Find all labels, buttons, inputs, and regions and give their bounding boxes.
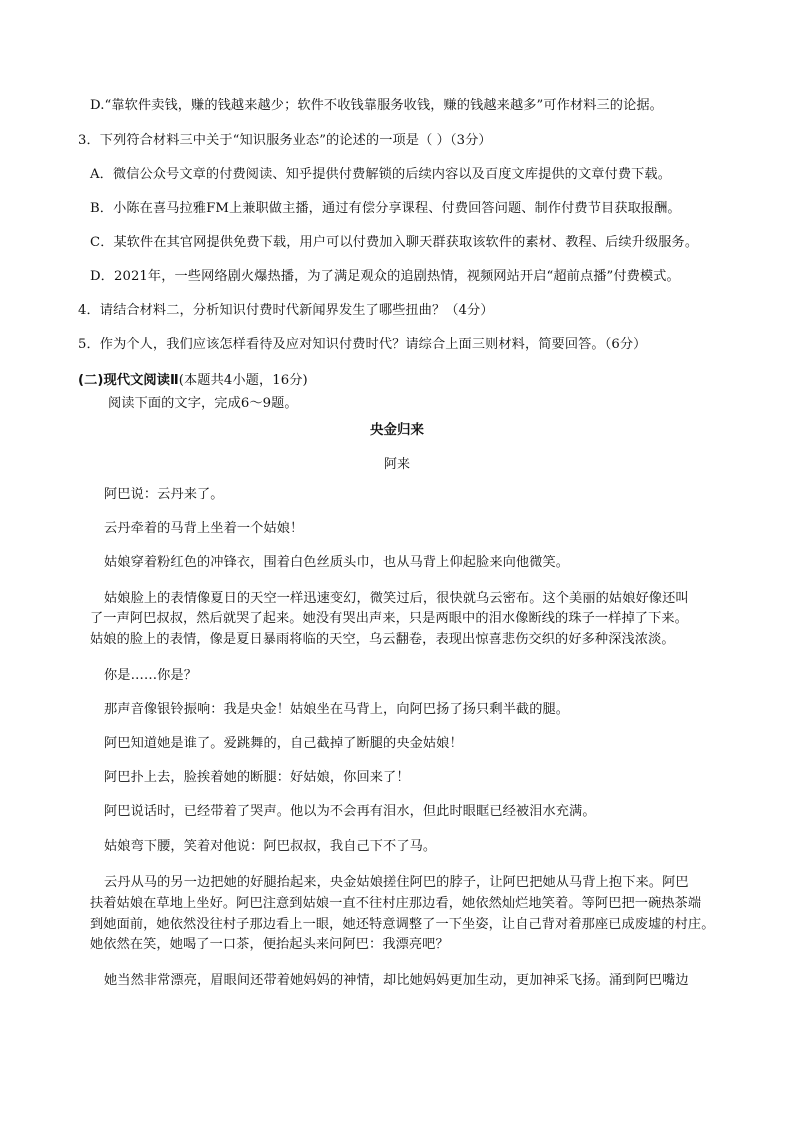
- story-title: 央金归来: [370, 422, 424, 438]
- story-paragraph-1: 阿巴说：云丹来了。: [104, 487, 224, 502]
- story-author: 阿来: [383, 457, 410, 472]
- story-paragraph-11-line-2: 扶着姑娘在草地上坐好。阿巴注意到姑娘一直不往村庄那边看，她依然灿烂地笑着。等阿巴把一碗热茶端: [90, 896, 702, 911]
- q3-option-b: B．小陈在喜马拉雅FM上兼职做主播，通过有偿分享课程、付费回答问题、制作付费节目获取报酬。: [90, 201, 681, 216]
- story-paragraph-9: 阿巴说话时，已经带着了哭声。他以为不会再有泪水，但此时眼眶已经被泪水充满。: [104, 804, 596, 819]
- story-paragraph-12: 她当然非常漂亮，眉眼间还带着她妈妈的神情，却比她妈妈更加生动，更加神采飞扬。涌到阿巴嘴边: [104, 973, 689, 988]
- section-note: (本题共4小题，16分): [178, 373, 308, 388]
- section-heading: (二)现代文阅读Ⅱ: [78, 373, 179, 388]
- section-instruction: 阅读下面的文字，完成6～9题。: [108, 396, 298, 411]
- q3-option-c: C．某软件在其官网提供免费下载，用户可以付费加入聊天群获取该软件的素材、教程、后续升级服务。: [90, 235, 699, 250]
- q3-option-d: D．2021年，一些网络剧火爆热播，为了满足观众的追剧热情，视频网站开启“超前点播”付费模式。: [90, 269, 680, 284]
- story-paragraph-5: 你是……你是？: [104, 668, 198, 683]
- q3-stem: 3．下列符合材料三中关于“知识服务业态”的论述的一项是（ ）（3分）: [78, 133, 492, 148]
- story-paragraph-6: 那声音像银铃振响：我是央金！姑娘坐在马背上，向阿巴扬了扬只剩半截的腿。: [104, 702, 570, 717]
- section-header: [78, 372, 308, 390]
- q3-option-a: A．微信公众号文章的付费阅读、知乎提供付费解锁的后续内容以及百度文库提供的文章付费下载。: [90, 167, 671, 182]
- story-paragraph-4-line-2: 了一声阿巴叔叔，然后就哭了起来。她没有哭出声来，只是两眼中的泪水像断线的珠子一样掉了下来。: [90, 611, 688, 626]
- story-paragraph-8: 阿巴扑上去，脸挨着她的断腿：好姑娘，你回来了！: [104, 770, 410, 785]
- story-paragraph-4-line-3: 姑娘的脸上的表情，像是夏日暴雨将临的天空，乌云翻卷，表现出惊喜悲伤交织的好多种深浅浓淡。: [90, 632, 675, 647]
- q2-option-d: D.“靠软件卖钱，赚的钱越来越少；软件不收钱靠服务收钱，赚的钱越来越多”可作材料三的论据。: [90, 98, 663, 113]
- story-paragraph-3: 姑娘穿着粉红色的冲锋衣，围着白色丝质头巾，也从马背上仰起脸来向他微笑。: [104, 555, 570, 570]
- story-paragraph-11-line-1: 云丹从马的另一边把她的好腿抬起来，央金姑娘搓住阿巴的脖子，让阿巴把她从马背上抱下来。阿巴: [104, 875, 689, 890]
- story-paragraph-11-line-4: 她依然在笑，她喝了一口茶，便抬起头来问阿巴：我漂亮吧？: [90, 937, 449, 952]
- story-paragraph-4-line-1: 姑娘脸上的表情像夏日的天空一样迅速变幻，微笑过后，很快就乌云密布。这个美丽的姑娘好像还叫: [104, 591, 689, 606]
- story-paragraph-7: 阿巴知道她是谁了。爱跳舞的，自己截掉了断腿的央金姑娘！: [104, 736, 463, 751]
- q5-stem: 5．作为个人，我们应该怎样看待及应对知识付费时代？请综合上面三则材料，简要回答。（6分）: [78, 337, 647, 352]
- q4-stem: 4．请结合材料二，分析知识付费时代新闻界发生了哪些扭曲？（4分）: [78, 303, 494, 318]
- story-paragraph-11-line-3: 到她面前，她依然没往村子那边看上一眼，她还特意调整了一下坐姿，让自己背对着那座已成废墟的村庄。: [90, 917, 715, 932]
- story-paragraph-10: 姑娘弯下腰，笑着对他说：阿巴叔叔，我自己下不了马。: [104, 839, 437, 854]
- story-paragraph-2: 云丹牵着的马背上坐着一个姑娘！: [104, 521, 304, 536]
